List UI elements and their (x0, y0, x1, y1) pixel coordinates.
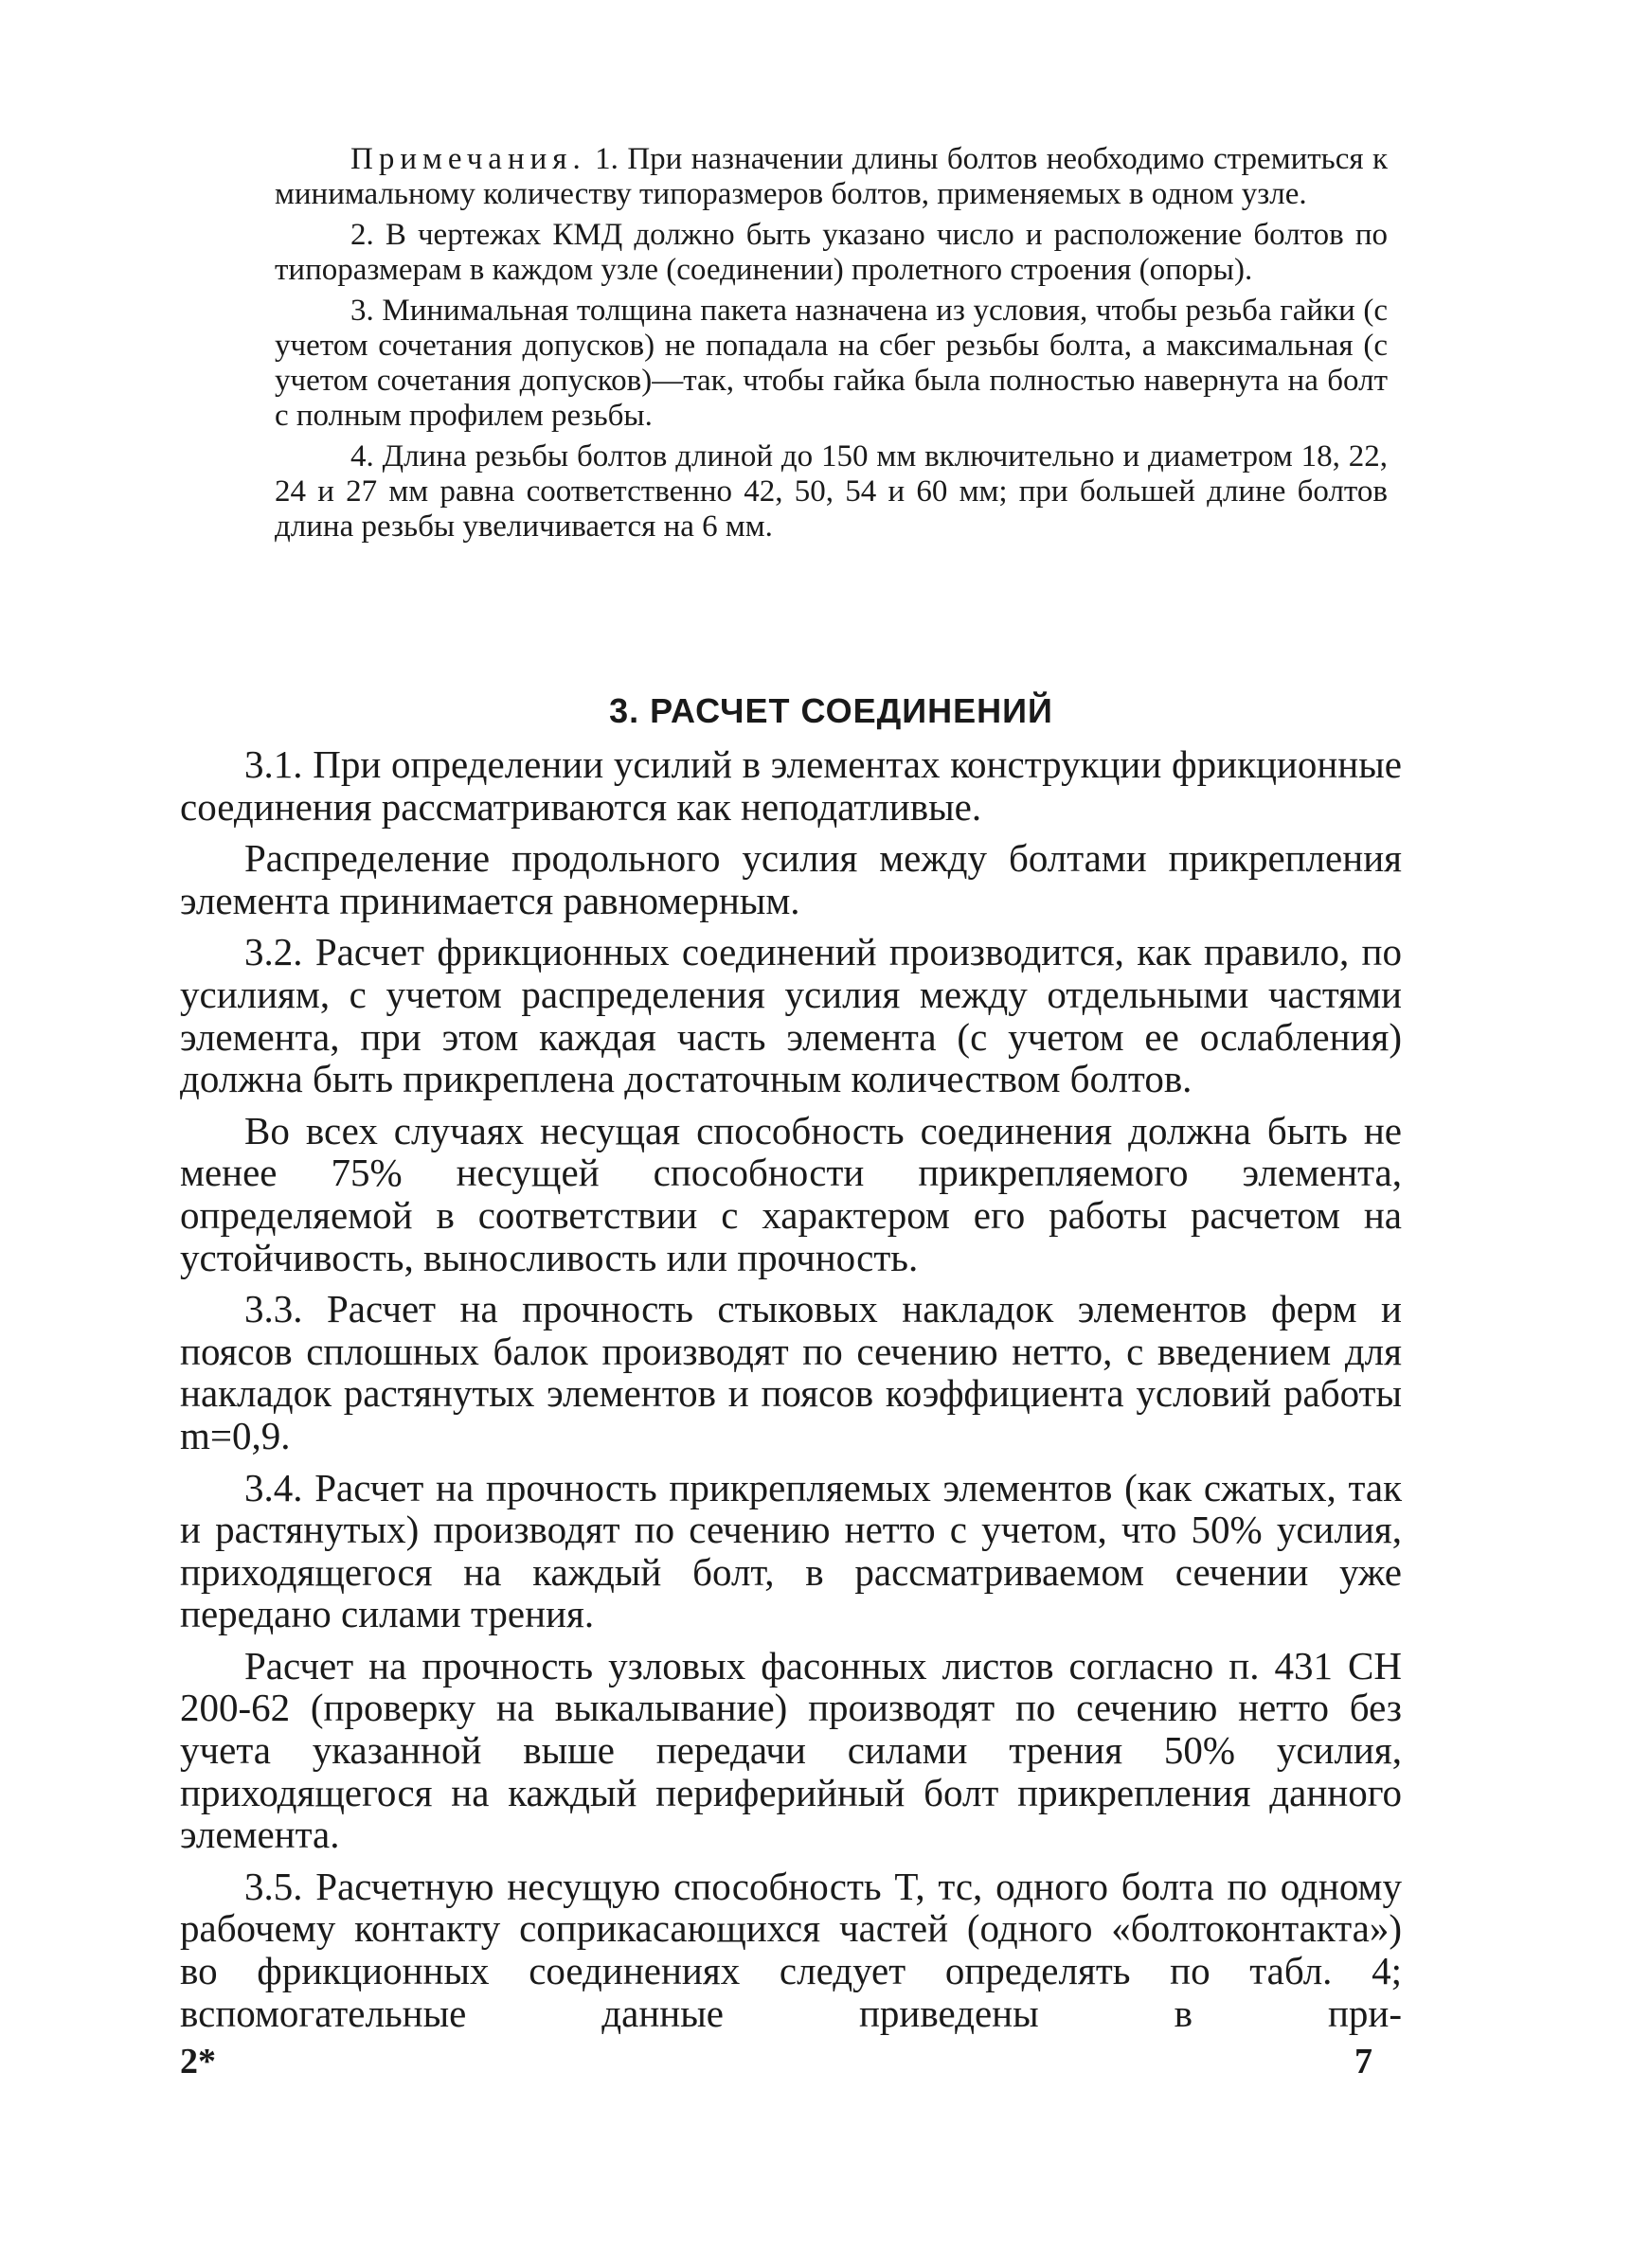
note-1 (275, 142, 1388, 212)
paragraph-3-1-cont: Распределение продольного усилия между болтами прикрепления элемента принимается равномерным. (180, 836, 1402, 922)
paragraph-3-2: 3.2. Расчет фрикционных соединений производится, как правило, по усилиям, с учетом распределения усилия между отдельными частями элемента, при этом каждая часть элемента (с учетом ее ослабления) должна быть прикреплена достаточным количеством болтов. (180, 930, 1402, 1101)
paragraph-3-4: 3.4. Расчет на прочность прикрепляемых элементов (как сжатых, так и растянутых) производят по сечению нетто с учетом, что 50% усилия, приходящегося на каждый болт, в рассматриваемом сечении уже передано силами трения. (180, 1465, 1402, 1636)
note-3: 3. Минимальная толщина пакета назначена из условия, чтобы резьба гайки (с учетом сочетания допусков) не попадала на сбег резьбы болта, а максимальная (с учетом сочетания допусков)—так, чтобы гайка была полностью навернута на болт с полным профилем резьбы. (275, 294, 1388, 433)
main-text (180, 743, 1402, 2044)
notes-block (275, 142, 1388, 550)
section-title: 3. РАСЧЕТ СОЕДИНЕНИЙ (609, 691, 1053, 730)
note-1-text: 1. При назначении длины болтов необходимо стремиться к минимальному количеству типоразмеров болтов, применяемых в одном узле. (275, 142, 1388, 211)
signature-mark: 2* (180, 2042, 216, 2081)
note-2: 2. В чертежах КМД должно быть указано число и расположение болтов по типоразмерам в каждом узле (соединении) пролетного строения (опоры). (275, 218, 1388, 287)
paragraph-3-4-cont: Расчет на прочность узловых фасонных листов согласно п. 431 СН 200-62 (проверку на выкалывание) производят по сечению нетто без учета указанной выше передачи силами трения 50% усилия, приходящегося на каждый периферийный болт прикрепления данного элемента. (180, 1643, 1402, 1857)
notes-heading: Примечания. (350, 142, 586, 176)
note-4: 4. Длина резьбы болтов длиной до 150 мм включительно и диаметром 18, 22, 24 и 27 мм равна соответственно 42, 50, 54 и 60 мм; при большей длине болтов длина резьбы увеличивается на 6 мм. (275, 439, 1388, 544)
paragraph-3-3: 3.3. Расчет на прочность стыковых накладок элементов ферм и поясов сплошных балок производят по сечению нетто, с введением для накладок растянутых элементов и поясов коэффициента условий работы m=0,9. (180, 1287, 1402, 1457)
paragraph-3-2-cont: Во всех случаях несущая способность соединения должна быть не менее 75% несущей способности прикрепляемого элемента, определяемой в соответствии с характером его работы расчетом на устойчивость, выносливость или прочность. (180, 1108, 1402, 1279)
paragraph-3-5: 3.5. Расчетную несущую способность T, тс, одного болта по одному рабочему контакту соприкасающихся частей (одного «болтоконтакта») во фрикционных соединениях следует определять по табл. 4; вспомогательные данные приведены в при- (180, 1864, 1402, 2035)
paragraph-3-1: 3.1. При определении усилий в элементах конструкции фрикционные соединения рассматриваются как неподатливые. (180, 742, 1402, 829)
page-number: 7 (1354, 2042, 1372, 2081)
